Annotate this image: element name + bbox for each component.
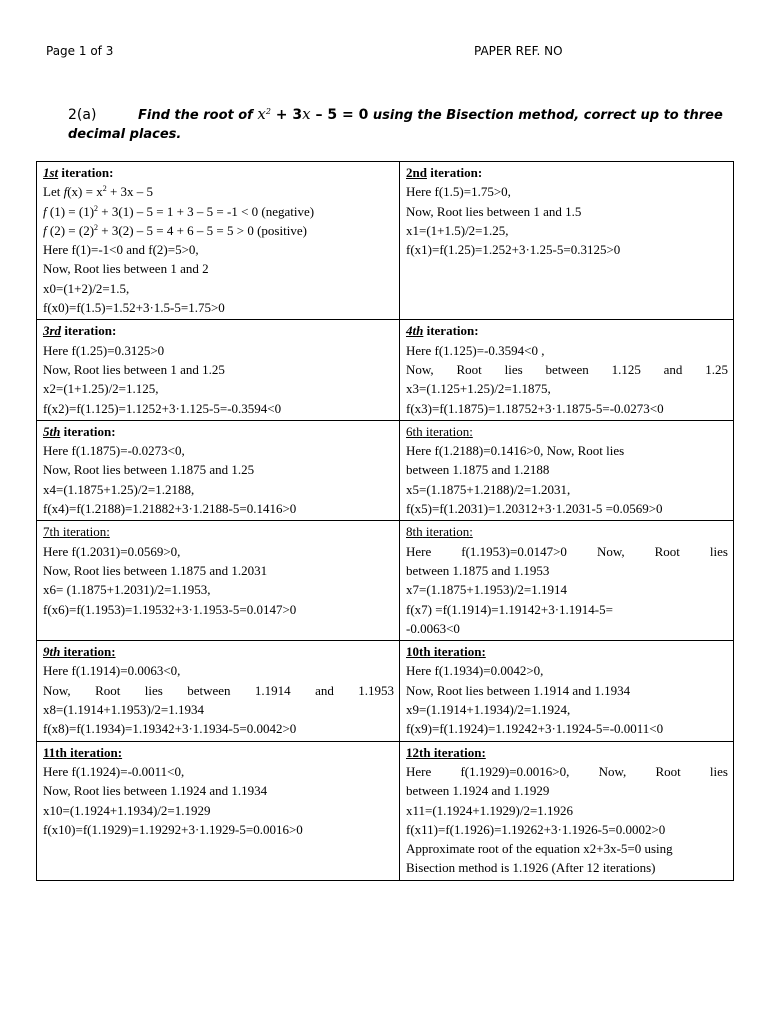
step-line: Here f(1.1929)=0.0016>0, Now, Root lies <box>406 763 728 779</box>
step-line: f $(1) = (1)^2 + 3(1) - 5 = 1 + 3 - 5 = -1 < 0$ (negative) <box>43 203 315 219</box>
conclusion-line: Bisection method is 1.1926 (After 12 iterations) <box>406 860 656 876</box>
step-line: f(x11)=f(1.1926)=1.19262+3·1.1926-5=0.0002>0 <box>406 821 666 837</box>
step-line: f(x0)=f(1.5)=1.52+3·1.5-5=1.75>0 <box>43 300 225 316</box>
iteration-title: 12th iteration: <box>406 744 486 760</box>
step-line: x10=(1.1924+1.1934)/2=1.1929 <box>43 802 211 818</box>
step-line: x2=(1+1.25)/2=1.125, <box>43 381 159 397</box>
step-line: x8=(1.1914+1.1953)/2=1.1934 <box>43 702 205 718</box>
step-line: f(x3)=f(1.1875)=1.18752+3·1.1875-5=-0.0273<0 <box>406 400 664 416</box>
step-line: Let $f(x) = x^2 + 3x - 5$ <box>43 184 154 200</box>
step-line: Here f(1.1934)=0.0042>0, <box>406 663 544 679</box>
paper-ref: PAPER REF. NO <box>474 44 563 58</box>
step-line: Now, Root lies between 1.125 and 1.25 <box>406 361 728 377</box>
iteration-title: 3rd iteration: <box>43 323 117 339</box>
step-line: x1=(1+1.5)/2=1.25, <box>406 222 509 238</box>
step-line: x0=(1+2)/2=1.5, <box>43 280 130 296</box>
step-line: x3=(1.125+1.25)/2=1.1875, <box>406 381 551 397</box>
step-line: Now, Root lies between 1.1875 and 1.2031 <box>43 562 268 578</box>
step-line: Now, Root lies between 1 and 1.5 <box>406 203 582 219</box>
step-line: between 1.1875 and 1.1953 <box>406 562 550 578</box>
iteration-cell-8 <box>400 521 734 641</box>
step-line: Here f(1.125)=-0.3594<0 , <box>406 342 545 358</box>
step-line: f(x8)=f(1.1934)=1.19342+3·1.1934-5=0.0042>0 <box>43 721 297 737</box>
step-line: x11=(1.1924+1.1929)/2=1.1926 <box>406 802 574 818</box>
step-line: Here f(1.1875)=-0.0273<0, <box>43 443 185 459</box>
iteration-title: 8th iteration: <box>406 524 473 540</box>
iteration-cell-4 <box>400 320 734 420</box>
iteration-title: 7th iteration: <box>43 524 110 540</box>
step-line: Now, Root lies between 1 and 2 <box>43 261 209 277</box>
step-line: x5=(1.1875+1.2188)/2=1.2031, <box>406 481 571 497</box>
step-line: f(x5)=f(1.2031)=1.20312+3·1.2031-5 =0.0569>0 <box>406 501 663 517</box>
step-line: x4=(1.1875+1.25)/2=1.2188, <box>43 481 195 497</box>
question-heading <box>68 105 738 144</box>
step-line: Now, Root lies between 1 and 1.25 <box>43 361 225 377</box>
step-line: Here f(1.1953)=0.0147>0 Now, Root lies <box>406 543 728 559</box>
iteration-cell-5 <box>37 420 400 520</box>
iteration-cell-9 <box>37 641 400 741</box>
iteration-cell-2 <box>400 162 734 320</box>
iterations-table <box>36 161 734 881</box>
iteration-title: 6th iteration: <box>406 423 473 439</box>
step-line: x9=(1.1914+1.1934)/2=1.1924, <box>406 702 571 718</box>
iteration-cell-1 <box>37 162 400 320</box>
question-text: Find the root of $x^2 + 3x - 5 = 0$ using the Bisection method, correct up to three decimal places. <box>68 105 723 142</box>
step-line: Here f(1.1914)=0.0063<0, <box>43 663 181 679</box>
iteration-title: 9th iteration: <box>43 644 116 660</box>
step-line: f(x2)=f(1.125)=1.1252+3·1.125-5=-0.3594<0 <box>43 400 282 416</box>
iteration-title: 11th iteration: <box>43 744 123 760</box>
step-line: f(x9)=f(1.1924)=1.19242+3·1.1924-5=-0.0011<0 <box>406 721 664 737</box>
step-line: Now, Root lies between 1.1914 and 1.1934 <box>406 682 631 698</box>
step-line: -0.0063<0 <box>406 620 460 636</box>
iteration-cell-3 <box>37 320 400 420</box>
step-line: Now, Root lies between 1.1914 and 1.1953 <box>43 682 394 698</box>
step-line: f(x4)=f(1.2188)=1.21882+3·1.2188-5=0.1416>0 <box>43 501 297 517</box>
step-line: f(x10)=f(1.1929)=1.19292+3·1.1929-5=0.0016>0 <box>43 821 303 837</box>
step-line: between 1.1924 and 1.1929 <box>406 783 550 799</box>
step-line: between 1.1875 and 1.2188 <box>406 462 550 478</box>
iteration-title: 4th iteration: <box>406 323 479 339</box>
step-line: x6= (1.1875+1.2031)/2=1.1953, <box>43 582 211 598</box>
step-line: Here f(1.2031)=0.0569>0, <box>43 543 181 559</box>
step-line: Here f(1)=-1<0 and f(2)=5>0, <box>43 242 199 258</box>
step-line: Now, Root lies between 1.1875 and 1.25 <box>43 462 255 478</box>
step-line: f(x1)=f(1.25)=1.252+3·1.25-5=0.3125>0 <box>406 242 621 258</box>
iteration-title: 2nd iteration: <box>406 165 483 180</box>
iteration-cell-12 <box>400 741 734 880</box>
step-line: f(x6)=f(1.1953)=1.19532+3·1.1953-5=0.0147>0 <box>43 601 297 617</box>
step-line: x7=(1.1875+1.1953)/2=1.1914 <box>406 582 568 598</box>
iteration-cell-7 <box>37 521 400 641</box>
iteration-title: 10th iteration: <box>406 644 486 660</box>
step-line: Here f(1.25)=0.3125>0 <box>43 342 165 358</box>
step-line: Now, Root lies between 1.1924 and 1.1934 <box>43 783 268 799</box>
iteration-title: 1st iteration: <box>43 165 114 180</box>
iteration-cell-11 <box>37 741 400 880</box>
question-number: 2(a) <box>68 107 97 123</box>
step-line: Here f(1.5)=1.75>0, <box>406 184 511 200</box>
conclusion-line: Approximate root of the equation x2+3x-5=0 using <box>406 841 673 857</box>
step-line: f $(2) = (2)^2 + 3(2) - 5 = 4 + 6 - 5 = 5 > 0$ (positive) <box>43 222 307 238</box>
step-line: Here f(1.2188)=0.1416>0, Now, Root lies <box>406 443 625 459</box>
iteration-cell-6 <box>400 420 734 520</box>
iteration-cell-10 <box>400 641 734 741</box>
iteration-title: 5th iteration: <box>43 423 116 439</box>
step-line: f(x7) =f(1.1914)=1.19142+3·1.1914-5= <box>406 601 613 617</box>
page-number: Page 1 of 3 <box>46 44 114 58</box>
step-line: Here f(1.1924)=-0.0011<0, <box>43 763 185 779</box>
